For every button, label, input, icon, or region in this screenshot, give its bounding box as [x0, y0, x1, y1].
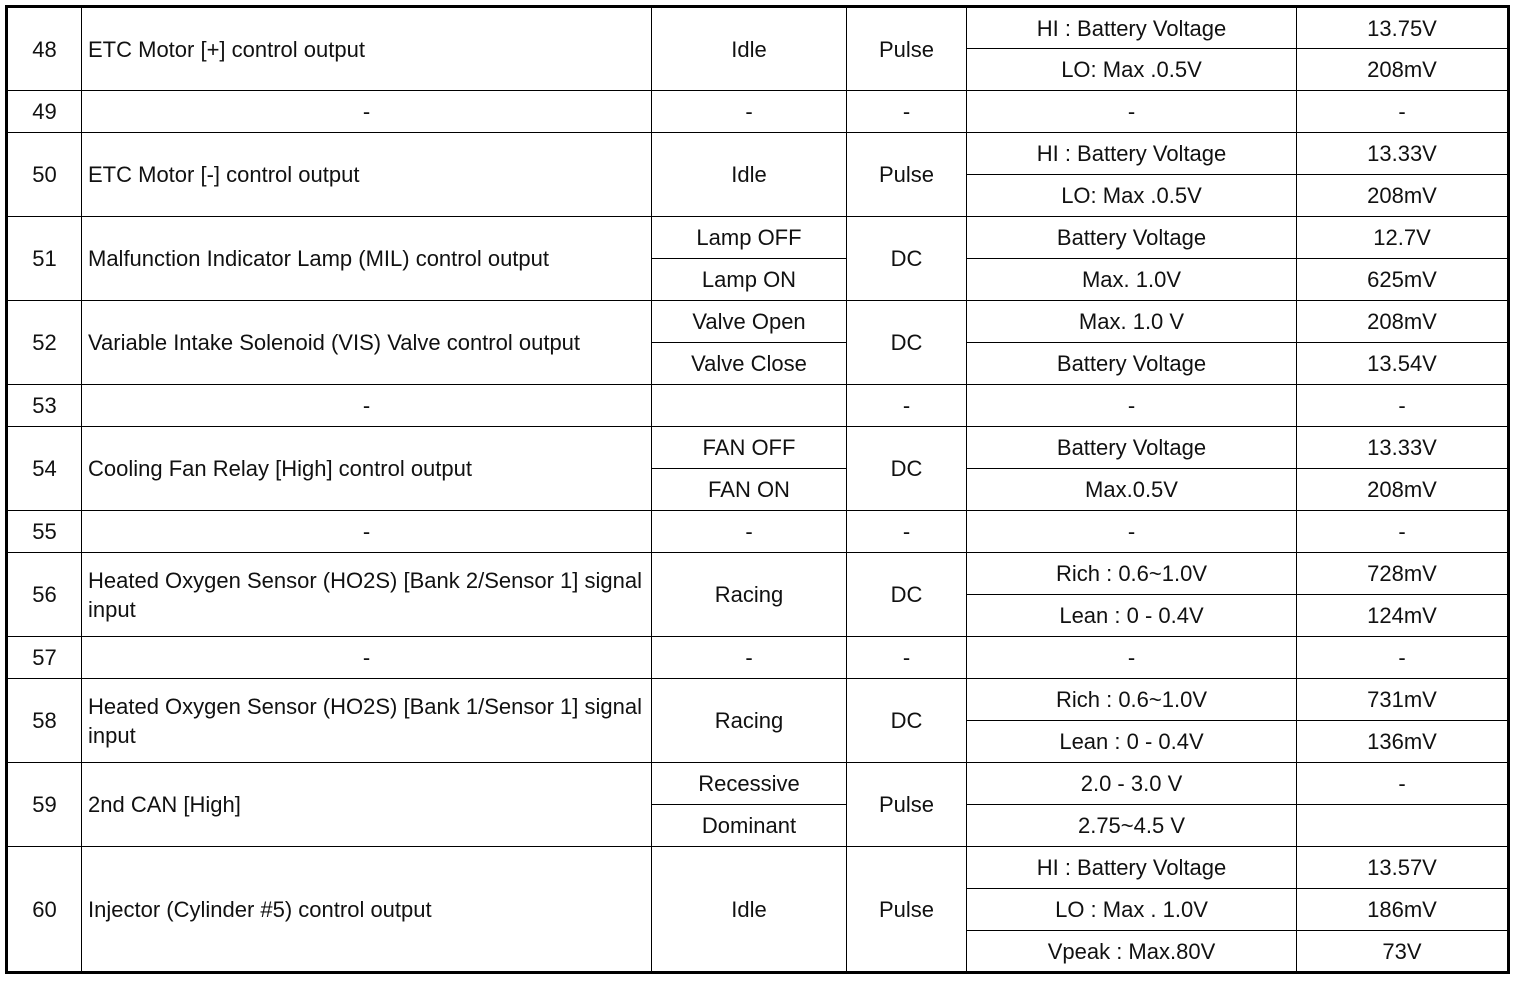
pin-number: 59: [7, 763, 82, 847]
pin-number: 49: [7, 91, 82, 133]
test-condition: [652, 385, 847, 427]
pin-description: Cooling Fan Relay [High] control output: [82, 427, 652, 511]
ecm-pin-table: [5, 5, 1510, 974]
test-condition: Lamp ON: [652, 259, 847, 301]
pin-description: 2nd CAN [High]: [82, 763, 652, 847]
measured-value: 208mV: [1297, 301, 1509, 343]
table-row: [7, 763, 1509, 805]
pin-description: Injector (Cylinder #5) control output: [82, 847, 652, 973]
specification: Max. 1.0V: [967, 259, 1297, 301]
signal-type: Pulse: [847, 133, 967, 217]
pin-number: 60: [7, 847, 82, 973]
signal-type: -: [847, 637, 967, 679]
signal-type: DC: [847, 427, 967, 511]
test-condition: Lamp OFF: [652, 217, 847, 259]
measured-value: 13.33V: [1297, 427, 1509, 469]
measured-value: 13.57V: [1297, 847, 1509, 889]
measured-value: -: [1297, 91, 1509, 133]
test-condition: -: [652, 511, 847, 553]
signal-type: DC: [847, 217, 967, 301]
pin-description: ETC Motor [+] control output: [82, 7, 652, 91]
table-row: [7, 427, 1509, 469]
specification: Vpeak : Max.80V: [967, 931, 1297, 973]
table-row: [7, 637, 1509, 679]
table-row: [7, 7, 1509, 49]
signal-type: -: [847, 385, 967, 427]
measured-value: -: [1297, 763, 1509, 805]
pin-number: 57: [7, 637, 82, 679]
measured-value: 208mV: [1297, 49, 1509, 91]
specification: LO : Max . 1.0V: [967, 889, 1297, 931]
specification: Battery Voltage: [967, 427, 1297, 469]
specification: LO: Max .0.5V: [967, 175, 1297, 217]
table-row: [7, 385, 1509, 427]
pin-description: ETC Motor [-] control output: [82, 133, 652, 217]
test-condition: Recessive: [652, 763, 847, 805]
pin-number: 50: [7, 133, 82, 217]
specification: HI : Battery Voltage: [967, 847, 1297, 889]
measured-value: 13.75V: [1297, 7, 1509, 49]
pin-description: Heated Oxygen Sensor (HO2S) [Bank 1/Sensor 1] signal input: [82, 679, 652, 763]
test-condition: Idle: [652, 847, 847, 973]
signal-type: DC: [847, 553, 967, 637]
table-row: [7, 217, 1509, 259]
measured-value: 73V: [1297, 931, 1509, 973]
table-row: [7, 133, 1509, 175]
table-row: [7, 91, 1509, 133]
specification: Lean : 0 - 0.4V: [967, 595, 1297, 637]
pin-description: -: [82, 91, 652, 133]
signal-type: Pulse: [847, 7, 967, 91]
specification: LO: Max .0.5V: [967, 49, 1297, 91]
measured-value: -: [1297, 511, 1509, 553]
measured-value: 731mV: [1297, 679, 1509, 721]
table-row: [7, 301, 1509, 343]
specification: 2.75~4.5 V: [967, 805, 1297, 847]
signal-type: Pulse: [847, 847, 967, 973]
specification: Battery Voltage: [967, 217, 1297, 259]
pin-description: Variable Intake Solenoid (VIS) Valve control output: [82, 301, 652, 385]
pin-number: 58: [7, 679, 82, 763]
measured-value: -: [1297, 385, 1509, 427]
measured-value: 124mV: [1297, 595, 1509, 637]
measured-value: 625mV: [1297, 259, 1509, 301]
pin-description: Malfunction Indicator Lamp (MIL) control output: [82, 217, 652, 301]
pin-number: 53: [7, 385, 82, 427]
pin-description: -: [82, 637, 652, 679]
measured-value: -: [1297, 637, 1509, 679]
test-condition: Dominant: [652, 805, 847, 847]
specification: -: [967, 385, 1297, 427]
specification: HI : Battery Voltage: [967, 133, 1297, 175]
specification: -: [967, 511, 1297, 553]
test-condition: Racing: [652, 553, 847, 637]
table-row: [7, 679, 1509, 721]
pin-number: 51: [7, 217, 82, 301]
specification: -: [967, 637, 1297, 679]
test-condition: FAN ON: [652, 469, 847, 511]
test-condition: Valve Close: [652, 343, 847, 385]
pin-table-wrapper: [5, 5, 1510, 974]
pin-description: Heated Oxygen Sensor (HO2S) [Bank 2/Sensor 1] signal input: [82, 553, 652, 637]
signal-type: Pulse: [847, 763, 967, 847]
test-condition: Idle: [652, 7, 847, 91]
signal-type: -: [847, 91, 967, 133]
test-condition: Racing: [652, 679, 847, 763]
measured-value: 13.33V: [1297, 133, 1509, 175]
measured-value: 12.7V: [1297, 217, 1509, 259]
test-condition: Idle: [652, 133, 847, 217]
table-body: [7, 7, 1509, 973]
specification: Max.0.5V: [967, 469, 1297, 511]
pin-number: 55: [7, 511, 82, 553]
measured-value: 728mV: [1297, 553, 1509, 595]
specification: Rich : 0.6~1.0V: [967, 553, 1297, 595]
measured-value: 13.54V: [1297, 343, 1509, 385]
test-condition: FAN OFF: [652, 427, 847, 469]
specification: Lean : 0 - 0.4V: [967, 721, 1297, 763]
pin-number: 52: [7, 301, 82, 385]
pin-number: 48: [7, 7, 82, 91]
specification: Rich : 0.6~1.0V: [967, 679, 1297, 721]
signal-type: DC: [847, 301, 967, 385]
table-row: [7, 511, 1509, 553]
signal-type: DC: [847, 679, 967, 763]
test-condition: Valve Open: [652, 301, 847, 343]
pin-description: -: [82, 385, 652, 427]
signal-type: -: [847, 511, 967, 553]
pin-number: 54: [7, 427, 82, 511]
specification: -: [967, 91, 1297, 133]
test-condition: -: [652, 637, 847, 679]
table-row: [7, 847, 1509, 889]
measured-value: 208mV: [1297, 469, 1509, 511]
measured-value: 186mV: [1297, 889, 1509, 931]
table-row: [7, 553, 1509, 595]
specification: HI : Battery Voltage: [967, 7, 1297, 49]
measured-value: [1297, 805, 1509, 847]
specification: Max. 1.0 V: [967, 301, 1297, 343]
specification: 2.0 - 3.0 V: [967, 763, 1297, 805]
test-condition: -: [652, 91, 847, 133]
measured-value: 208mV: [1297, 175, 1509, 217]
measured-value: 136mV: [1297, 721, 1509, 763]
pin-number: 56: [7, 553, 82, 637]
pin-description: -: [82, 511, 652, 553]
specification: Battery Voltage: [967, 343, 1297, 385]
